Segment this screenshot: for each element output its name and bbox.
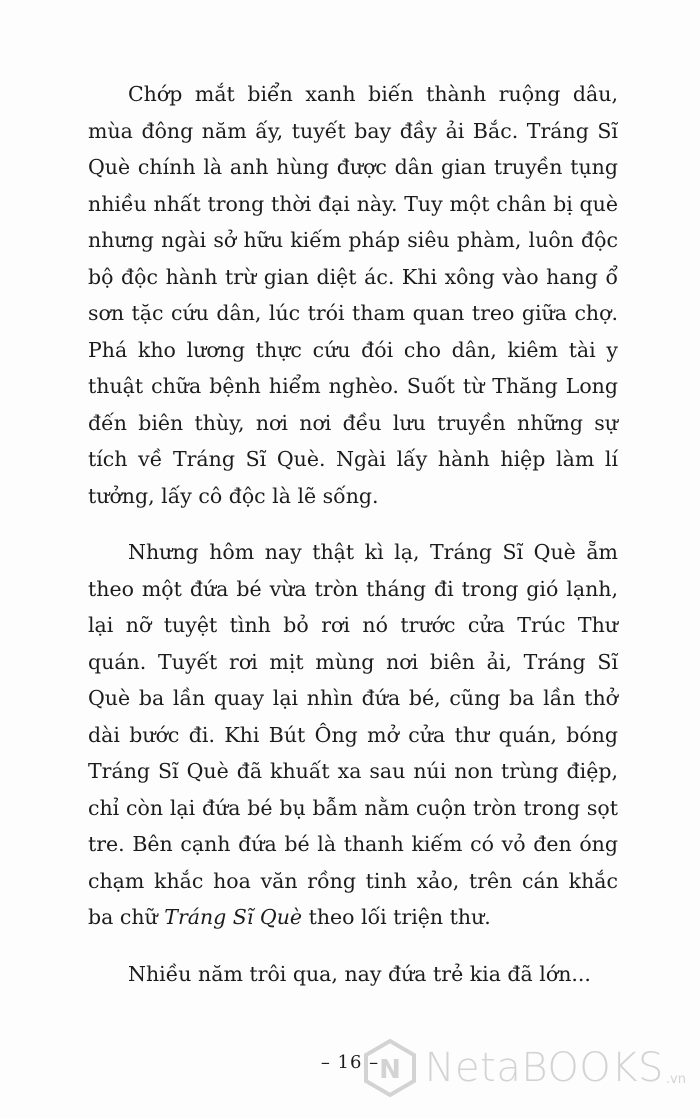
paragraph-2: [88, 534, 618, 936]
watermark-domain-suffix: .vn: [665, 1072, 686, 1087]
watermark-brand: NetaBOOKS: [424, 1045, 664, 1091]
paragraph-2-text-end: theo lối triện thư.: [302, 905, 491, 929]
paragraph-3: [88, 956, 618, 993]
page-body: [88, 76, 618, 1012]
logo-letter: N: [378, 1055, 401, 1085]
paragraph-2-italic-title: Tráng Sĩ Què: [164, 905, 303, 929]
page-number: – 16 –: [320, 1052, 380, 1073]
paragraph-1: [88, 76, 618, 514]
paragraph-1-text: Chớp mắt biển xanh biến thành ruộng dâu, mùa đông năm ấy, tuyết bay đầy ải Bắc. Tráng Sĩ Què chính là anh hùng được dân gian truyền tụng nhiều nhất trong thời đại này. Tuy một chân bị què nhưng ngài sở hữu kiếm pháp siêu phàm, luôn độc bộ độc hành trừ gian diệt ác. Khi xông vào hang ổ sơn tặc cứu dân, lúc trói tham quan treo giữa chợ. Phá kho lương thực cứu đói cho dân, kiêm tài y thuật chữa bệnh hiểm nghèo. Suốt từ Thăng Long đến biên thùy, nơi nơi đều lưu truyền những sự tích về Tráng Sĩ Què. Ngài lấy hành hiệp làm lí tưởng, lấy cô độc là lẽ sống.: [88, 82, 618, 508]
netabooks-logo-icon: [361, 1039, 419, 1097]
paragraph-3-text: Nhiều năm trôi qua, nay đứa trẻ kia đã lớn...: [128, 961, 591, 986]
netabooks-watermark: [361, 1039, 686, 1097]
paragraph-2-text-start: Nhưng hôm nay thật kì lạ, Tráng Sĩ Què ẵm theo một đứa bé vừa tròn tháng đi trong gió lạnh, lại nỡ tuyệt tình bỏ rơi nó trước cửa Trúc Thư quán. Tuyết rơi mịt mùng nơi biên ải, Tráng Sĩ Què ba lần quay lại nhìn đứa bé, cũng ba lần thở dài bước đi. Khi Bút Ông mở cửa thư quán, bóng Tráng Sĩ Què đã khuất xa sau núi non trùng điệp, chỉ còn lại đứa bé bụ bẫm nằm cuộn tròn trong sọt tre. Bên cạnh đứa bé là thanh kiếm có vỏ đen óng chạm khắc hoa văn rồng tinh xảo, trên cán khắc ba chữ: [88, 540, 618, 929]
